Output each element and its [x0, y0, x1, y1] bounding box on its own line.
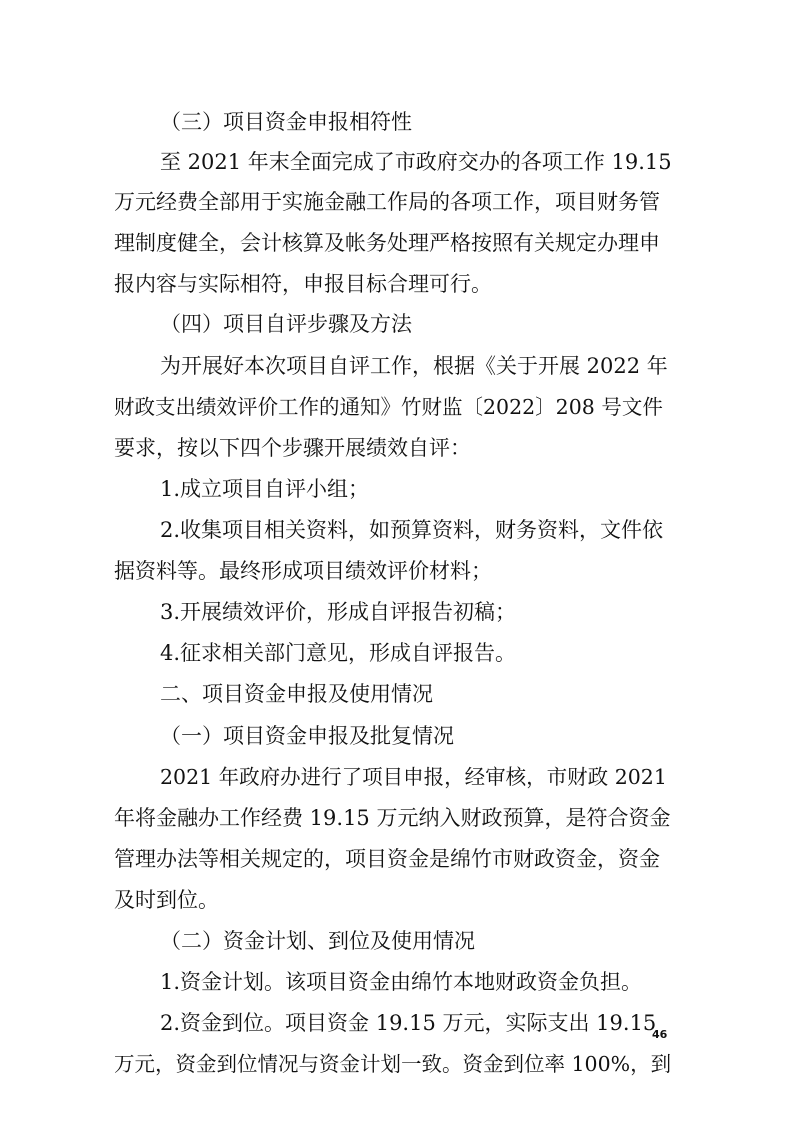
paragraph-text: 年将金融办工作经费 19.15 万元纳入财政预算，是符合资金	[114, 806, 671, 830]
text-line	[0, 345, 793, 387]
page-number: 46	[652, 1028, 668, 1041]
paragraph-text: 万元经费全部用于实施金融工作局的各项工作，项目财务管	[114, 190, 660, 214]
list-item: 2.收集项目相关资料，如预算资料，财务资料，文件依	[160, 518, 664, 542]
paragraph-text: 报内容与实际相符，申报目标合理可行。	[114, 272, 492, 296]
text-line	[0, 715, 793, 757]
list-item: 2.资金到位。项目资金 19.15 万元，实际支出 19.15	[160, 1011, 657, 1035]
section-heading: 二、项目资金申报及使用情况	[160, 682, 433, 706]
text-line	[0, 550, 793, 592]
text-line	[0, 920, 793, 962]
list-item-continued: 据资料等。最终形成项目绩效评价材料；	[114, 559, 492, 583]
text-line	[0, 303, 793, 345]
subsection-heading: （一）项目资金申报及批复情况	[160, 724, 454, 748]
text-line	[0, 673, 793, 715]
paragraph-text: 为开展好本次项目自评工作，根据《关于开展 2022 年	[160, 354, 668, 378]
subsection-heading: （二）资金计划、到位及使用情况	[160, 929, 475, 953]
list-item: 3.开展绩效评价，形成自评报告初稿；	[160, 600, 517, 624]
list-item: 1.成立项目自评小组；	[160, 477, 370, 501]
text-line	[0, 222, 793, 264]
heading-project-funds-consistency: （三）项目资金申报相符性	[160, 110, 412, 134]
text-line	[0, 961, 793, 1003]
paragraph-text: 理制度健全，会计核算及帐务处理严格按照有关规定办理申	[114, 231, 660, 255]
list-item: 4.征求相关部门意见，形成自评报告。	[160, 641, 517, 665]
text-line	[0, 756, 793, 798]
text-line	[0, 468, 793, 510]
paragraph-text: 管理办法等相关规定的，项目资金是绵竹市财政资金，资金	[114, 847, 660, 871]
paragraph-text: 至 2021 年末全面完成了市政府交办的各项工作 19.15	[160, 150, 672, 174]
paragraph-text: 财政支出绩效评价工作的通知》竹财监〔2022〕208 号文件	[114, 395, 663, 419]
paragraph-text: 2021 年政府办进行了项目申报，经审核，市财政 2021	[160, 765, 667, 789]
list-item: 1.资金计划。该项目资金由绵竹本地财政资金负担。	[160, 970, 643, 994]
text-line	[0, 632, 793, 674]
text-line	[0, 1043, 793, 1085]
text-line	[0, 509, 793, 551]
text-line	[0, 181, 793, 223]
text-line	[0, 141, 793, 183]
text-line	[0, 386, 793, 428]
text-line	[0, 1002, 793, 1044]
text-line	[0, 797, 793, 839]
text-line	[0, 879, 793, 921]
heading-self-evaluation-steps: （四）项目自评步骤及方法	[160, 312, 412, 336]
text-line	[0, 427, 793, 469]
text-line	[0, 591, 793, 633]
text-line	[0, 838, 793, 880]
text-line	[0, 263, 793, 305]
list-item-continued: 万元，资金到位情况与资金计划一致。资金到位率 100%，到	[114, 1052, 672, 1076]
paragraph-text: 及时到位。	[114, 888, 219, 912]
paragraph-text: 要求，按以下四个步骤开展绩效自评：	[114, 436, 471, 460]
text-line	[0, 101, 793, 143]
